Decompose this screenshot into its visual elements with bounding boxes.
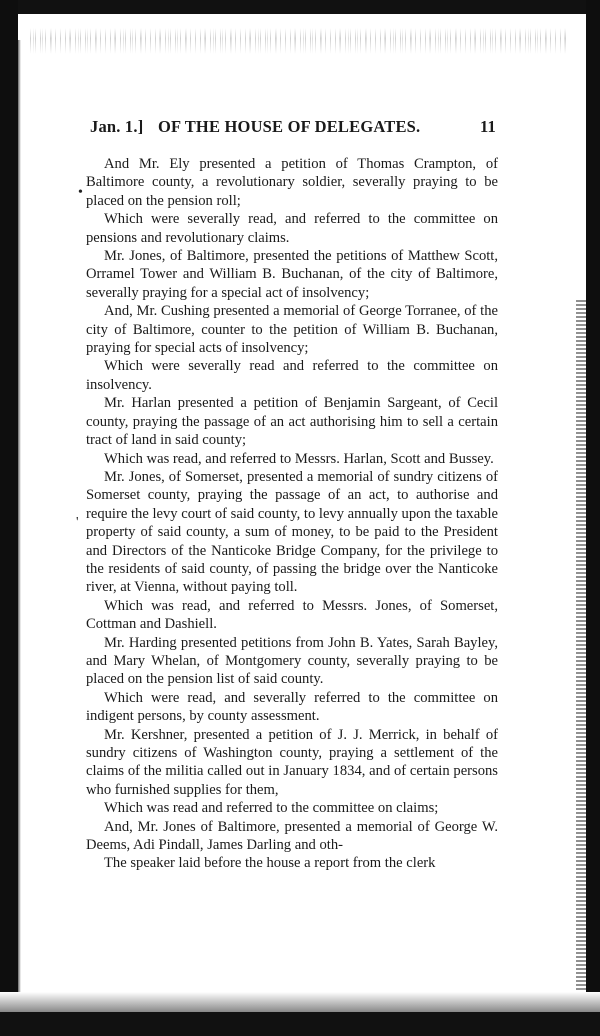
paragraph: Which were severally read and referred to the committee on insolvency. [86, 358, 498, 393]
page-body [86, 155, 498, 873]
paragraph: Mr. Jones, of Baltimore, presented the petitions of Matthew Scott, Orramel Tower and William B. Buchanan, of the city of Baltimore, severally praying for a special act of insolvency; [86, 248, 498, 301]
scan-noise [30, 28, 570, 54]
scan-top-margin [0, 0, 600, 70]
paragraph: Which were severally read, and referred to the committee on pensions and revolutionary claims. [86, 211, 498, 246]
scan-right-border [586, 0, 600, 1036]
paragraph: The speaker laid before the house a report from the clerk [104, 855, 436, 872]
paragraph: And Mr. Ely presented a petition of Thomas Crampton, of Baltimore county, a revolutionary soldier, severally praying to be placed on the pension roll; [86, 156, 498, 209]
running-header [90, 117, 496, 139]
scan-top-border [0, 0, 600, 14]
paragraph: Which was read and referred to the committee on claims; [104, 800, 439, 817]
scan-right-noise [576, 300, 586, 1036]
scan-left-border [0, 0, 18, 1036]
paragraph: Which was read, and referred to Messrs. Jones, of Somerset, Cottman and Dashiell. [86, 597, 498, 633]
header-title: OF THE HOUSE OF DELEGATES. [158, 117, 421, 136]
paragraph: Mr. Jones, of Somerset, presented a memorial of sundry citizens of Somerset county, praying the passage of an act, to authorise and require the levy court of said county, to levy annually upon the taxable property of said county, a sum of money, to be paid to the President and Directors of the Nanticoke Bridge Company, for the privilege to the residents of said county, of passing the bridge over the Nanticoke river, at Vienna, without paying toll. [86, 468, 499, 596]
scan-left-shadow [18, 40, 21, 1036]
paragraph: Mr. Harlan presented a petition of Benjamin Sargeant, of Cecil county, praying the passage of an act authorising him to sell a certain tract of land in said county; [86, 395, 498, 449]
scan-bottom-shadow [0, 992, 600, 1012]
margin-dot: • [78, 185, 83, 200]
paragraph: Which was read, and referred to Messrs. Harlan, Scott and Bussey. [104, 450, 494, 467]
paragraph: Which were read, and severally referred to the committee on indigent persons, by county assessment. [86, 689, 498, 725]
paragraph: And, Mr. Jones of Baltimore, presented a memorial of George W. Deems, Adi Pindall, James Darling and oth- [86, 818, 498, 854]
paragraph: Mr. Kershner, presented a petition of J. J. Merrick, in behalf of sundry citizens of Washington county, praying a settlement of the claims of the militia called out in January 1834, and of certain persons who furnished supplies for them, [86, 726, 498, 798]
page-number: 11 [480, 117, 496, 136]
paragraph: Mr. Harding presented petitions from John B. Yates, Sarah Bayley, and Mary Whelan, of Montgomery county, severally praying to be placed on the pension list of said county. [86, 634, 498, 688]
scan-bottom-border [0, 1012, 600, 1036]
margin-tick: ' [76, 515, 79, 530]
paragraph: And, Mr. Cushing presented a memorial of George Torranee, of the city of Baltimore, counter to the petition of William B. Buchanan, praying for special acts of insolvency; [86, 303, 498, 357]
header-date: Jan. 1.] [90, 117, 144, 136]
